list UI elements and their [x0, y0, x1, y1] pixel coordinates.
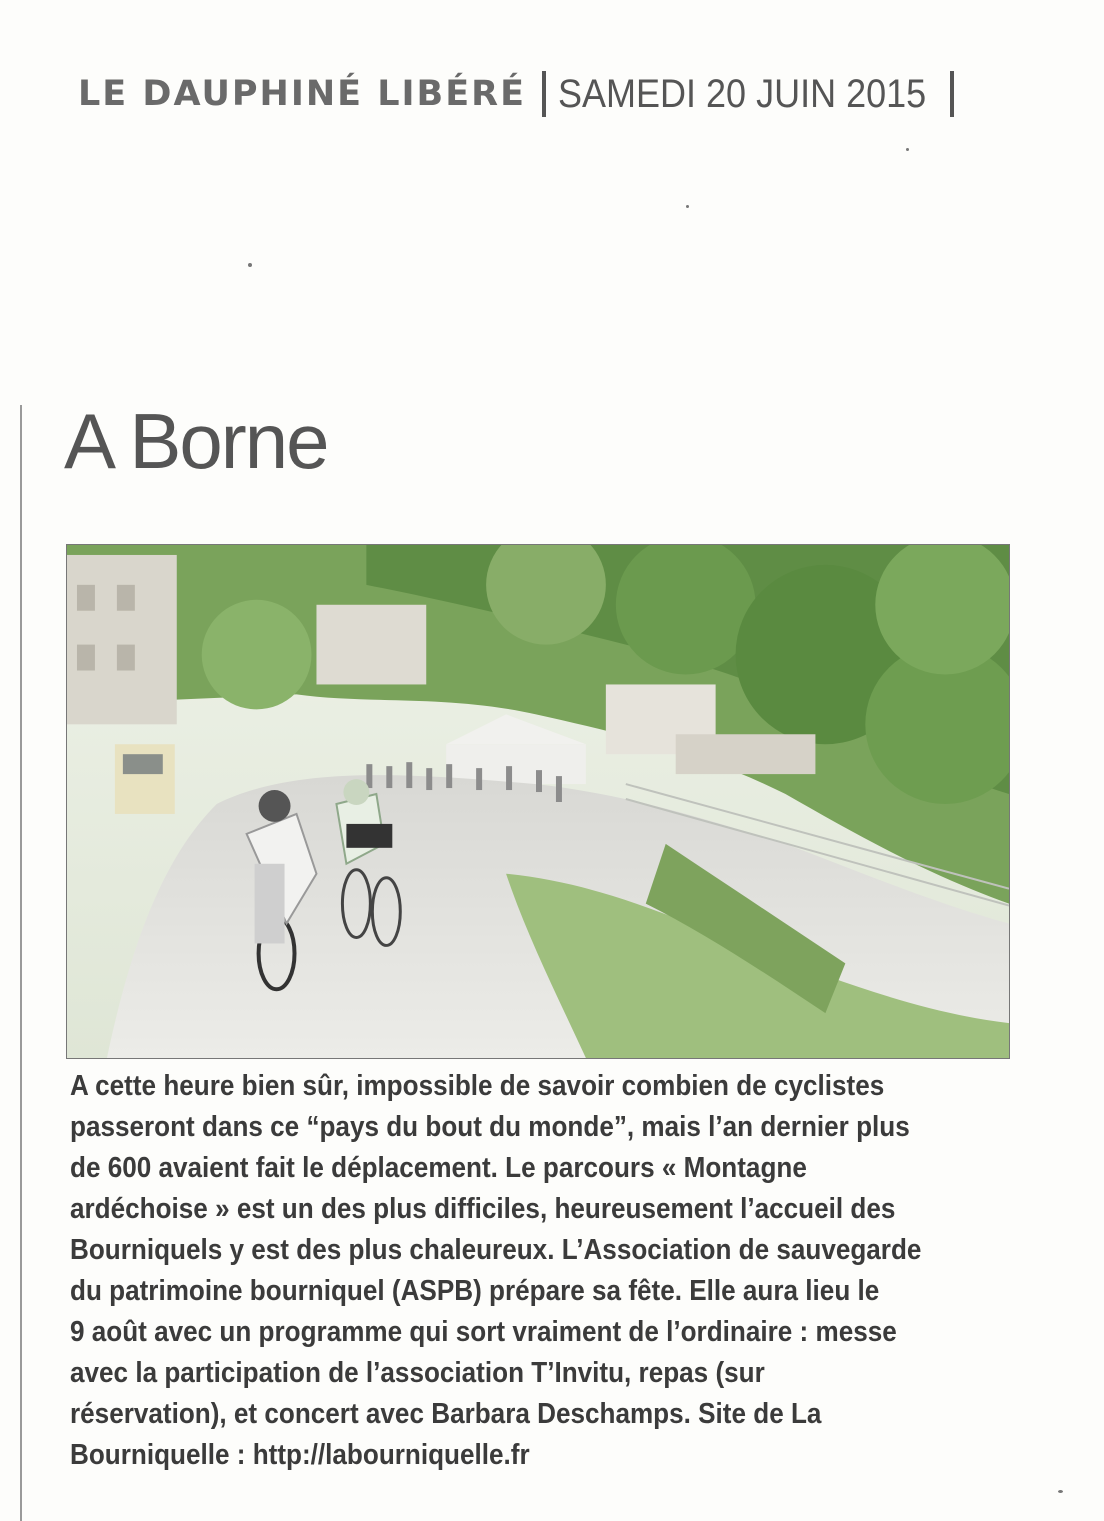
masthead-end-rule	[950, 71, 954, 117]
body-line: avec la participation de l’association T’Invitu, repas (sur	[70, 1357, 765, 1389]
body-line: de 600 avaient fait le déplacement. Le parcours « Montagne	[70, 1152, 807, 1184]
article-body	[70, 1066, 1006, 1476]
scan-speck	[1058, 1490, 1063, 1493]
scan-speck	[248, 263, 252, 267]
newspaper-name: LE DAUPHINÉ LIBÉRÉ	[78, 74, 527, 114]
masthead-separator	[542, 71, 546, 117]
body-line: du patrimoine bourniquel (ASPB) prépare sa fête. Elle aura lieu le	[70, 1275, 880, 1307]
body-line: Bourniquels y est des plus chaleureux. L’Association de sauvegarde	[70, 1234, 922, 1266]
body-line: réservation), et concert avec Barbara Deschamps. Site de La	[70, 1398, 822, 1430]
article-heading: A Borne	[64, 397, 328, 485]
road-cyclists-photo	[66, 544, 1010, 1059]
body-line: ardéchoise » est un des plus difficiles, heureusement l’accueil des	[70, 1193, 896, 1225]
body-line: Bourniquelle : http://labourniquelle.fr	[70, 1439, 530, 1471]
publication-date: SAMEDI 20 JUIN 2015	[558, 71, 927, 116]
column-rule	[20, 405, 22, 1521]
scan-speck	[906, 148, 909, 151]
scan-speck	[686, 205, 689, 208]
photo-illustration	[67, 545, 1009, 1058]
body-line: 9 août avec un programme qui sort vraiment de l’ordinaire : messe	[70, 1316, 897, 1348]
masthead	[78, 66, 954, 122]
body-line: A cette heure bien sûr, impossible de savoir combien de cyclistes	[70, 1070, 885, 1102]
body-line: passeront dans ce “pays du bout du monde”, mais l’an dernier plus	[70, 1111, 910, 1143]
